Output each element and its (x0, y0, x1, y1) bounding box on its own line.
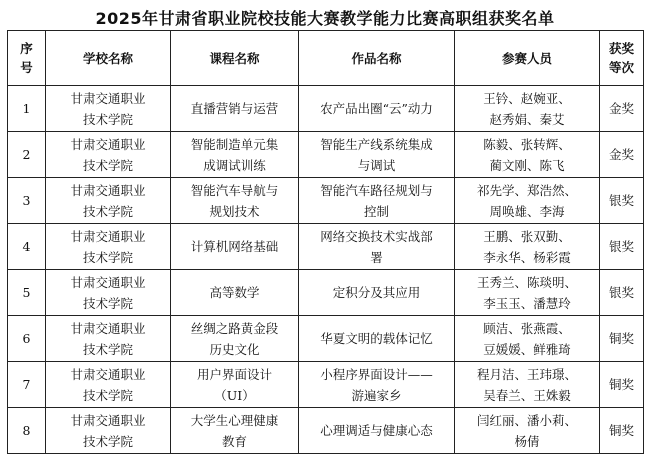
cell-work (299, 408, 455, 454)
cell-school-line: 技术学院 (82, 111, 133, 127)
table-row (8, 362, 644, 408)
cell-members-line: 王秀兰、陈琰明、 (476, 274, 577, 290)
cell-school (46, 86, 171, 132)
cell-members (455, 270, 600, 316)
cell-course (171, 86, 299, 132)
cell-work-line: 智能生产线系统集成 (320, 136, 433, 152)
cell-school-line: 甘肃交通职业 (70, 90, 146, 106)
cell-members-line: 王鹏、张双勤、 (483, 228, 571, 244)
cell-school (46, 270, 171, 316)
cell-members-line: 顾洁、张燕霞、 (483, 320, 571, 336)
cell-members-line: 王钤、赵婉亚、 (483, 90, 571, 106)
cell-work-line: 智能汽车路径规划与 (320, 182, 433, 198)
cell-index: 8 (8, 408, 46, 454)
cell-course (171, 270, 299, 316)
cell-course-line: 大学生心理健康 (190, 412, 279, 428)
cell-work-line: 游遍家乡 (351, 387, 402, 403)
cell-course-line: 成调试训练 (203, 157, 266, 173)
cell-members-line: 周唤雄、李海 (489, 203, 565, 219)
cell-index: 5 (8, 270, 46, 316)
cell-school (46, 224, 171, 270)
cell-members (455, 316, 600, 362)
cell-course-line: 计算机网络基础 (190, 239, 279, 254)
cell-members (455, 86, 600, 132)
table-row (8, 86, 644, 132)
cell-index: 1 (8, 86, 46, 132)
cell-members-line: 程月洁、王玮璟、 (476, 366, 577, 382)
table-row (8, 132, 644, 178)
header-award: 获奖 等次 (600, 31, 644, 86)
table-row (8, 178, 644, 224)
header-course: 课程名称 (171, 31, 299, 86)
cell-members (455, 362, 600, 408)
cell-work (299, 316, 455, 362)
cell-school-line: 甘肃交通职业 (70, 366, 146, 382)
cell-members (455, 178, 600, 224)
cell-course-line: 智能制造单元集 (190, 136, 279, 152)
cell-members (455, 408, 600, 454)
cell-work-line: 与调试 (357, 157, 396, 173)
cell-members-line: 祁先学、郑浩然、 (476, 182, 577, 198)
cell-award: 铜奖 (600, 408, 644, 454)
cell-work-line: 网络交换技术实战部 (320, 228, 433, 244)
cell-work (299, 86, 455, 132)
table-header-row (8, 31, 644, 86)
header-work: 作品名称 (299, 31, 455, 86)
cell-school-line: 技术学院 (82, 387, 133, 403)
cell-school-line: 甘肃交通职业 (70, 274, 146, 290)
cell-course (171, 362, 299, 408)
cell-work-line: 署 (370, 249, 383, 265)
cell-award: 金奖 (600, 86, 644, 132)
cell-course-line: 教育 (221, 433, 247, 449)
cell-school (46, 316, 171, 362)
cell-school (46, 132, 171, 178)
cell-course (171, 408, 299, 454)
cell-work (299, 224, 455, 270)
award-table (7, 30, 644, 454)
cell-members-line: 陈毅、张转辉、 (483, 136, 571, 152)
cell-work-line: 农产品出圈“云”动力 (320, 101, 433, 116)
cell-course-line: 规划技术 (209, 203, 260, 219)
cell-index: 7 (8, 362, 46, 408)
cell-award: 银奖 (600, 270, 644, 316)
cell-school-line: 甘肃交通职业 (70, 182, 146, 198)
table-row (8, 408, 644, 454)
cell-work (299, 178, 455, 224)
table-row (8, 316, 644, 362)
cell-award: 银奖 (600, 224, 644, 270)
cell-work-line: 心理调适与健康心态 (320, 423, 433, 438)
cell-work-line: 小程序界面设计—— (320, 366, 433, 382)
cell-course-line: 用户界面设计 (196, 366, 272, 382)
cell-index: 3 (8, 178, 46, 224)
cell-index: 4 (8, 224, 46, 270)
cell-award: 银奖 (600, 178, 644, 224)
cell-award: 铜奖 (600, 316, 644, 362)
cell-school-line: 甘肃交通职业 (70, 412, 146, 428)
document-title: 2025年甘肃省职业院校技能大赛教学能力比赛高职组获奖名单 (95, 9, 555, 28)
cell-course-line: 高等数学 (209, 285, 260, 300)
cell-school-line: 技术学院 (82, 249, 133, 265)
cell-school (46, 178, 171, 224)
cell-school-line: 技术学院 (82, 203, 133, 219)
cell-members-line: 闫红丽、潘小莉、 (476, 412, 577, 428)
header-school: 学校名称 (46, 31, 171, 86)
cell-school (46, 362, 171, 408)
cell-school (46, 408, 171, 454)
cell-course-line: （UI） (214, 387, 255, 403)
cell-members-line: 吴春兰、王姝毅 (483, 387, 571, 403)
cell-work (299, 270, 455, 316)
cell-school-line: 技术学院 (82, 295, 133, 311)
cell-members-line: 杨倩 (514, 433, 540, 449)
cell-course (171, 316, 299, 362)
cell-course-line: 历史文化 (209, 341, 260, 357)
header-members: 参赛人员 (455, 31, 600, 86)
cell-course-line: 丝绸之路黄金段 (190, 320, 279, 336)
cell-members-line: 豆媛媛、鲜雅琦 (483, 341, 571, 357)
cell-course-line: 智能汽车导航与 (190, 182, 279, 198)
cell-members-line: 李永华、杨彩霞 (483, 249, 571, 265)
cell-index: 2 (8, 132, 46, 178)
cell-work (299, 362, 455, 408)
cell-award: 金奖 (600, 132, 644, 178)
cell-work-line: 定积分及其应用 (332, 285, 421, 300)
cell-members-line: 李玉玉、潘慧玲 (483, 295, 571, 311)
header-index: 序 号 (8, 31, 46, 86)
cell-school-line: 技术学院 (82, 433, 133, 449)
cell-work-line: 华夏文明的载体记忆 (320, 331, 433, 346)
table-row (8, 270, 644, 316)
cell-course (171, 178, 299, 224)
cell-members-line: 赵秀娟、秦艾 (489, 111, 565, 127)
cell-school-line: 技术学院 (82, 341, 133, 357)
table-body (8, 86, 644, 454)
cell-members (455, 224, 600, 270)
cell-members-line: 蔺文刚、陈飞 (489, 157, 565, 173)
table-row (8, 224, 644, 270)
cell-work-line: 控制 (363, 203, 389, 219)
cell-school-line: 甘肃交通职业 (70, 228, 146, 244)
cell-school-line: 技术学院 (82, 157, 133, 173)
cell-index: 6 (8, 316, 46, 362)
cell-school-line: 甘肃交通职业 (70, 320, 146, 336)
cell-members (455, 132, 600, 178)
cell-course (171, 132, 299, 178)
cell-award: 铜奖 (600, 362, 644, 408)
cell-course-line: 直播营销与运营 (190, 101, 279, 116)
cell-course (171, 224, 299, 270)
cell-school-line: 甘肃交通职业 (70, 136, 146, 152)
cell-work (299, 132, 455, 178)
